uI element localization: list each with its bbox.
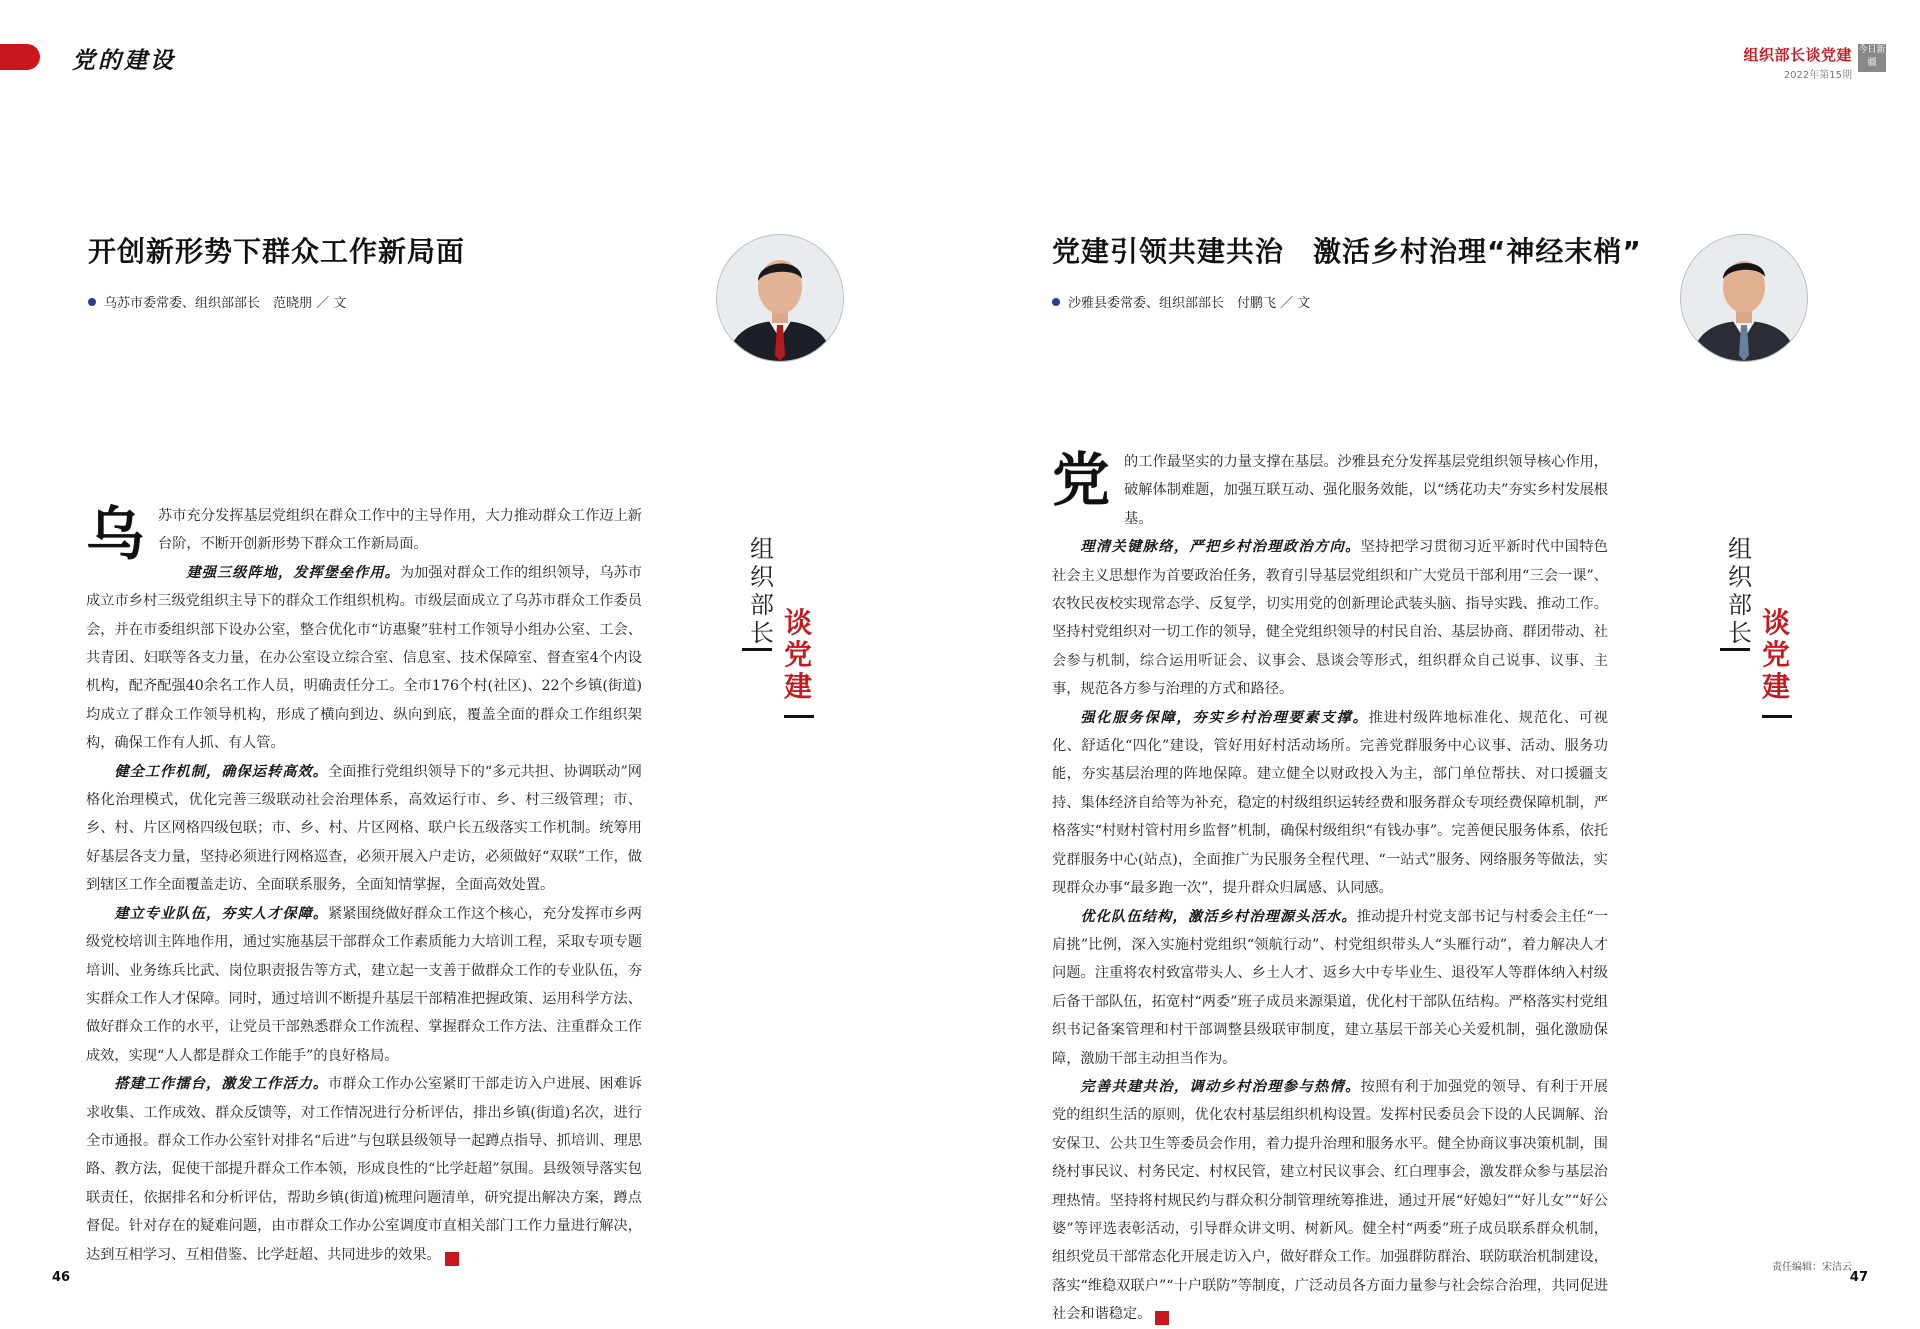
column-label-accent: 谈党建 <box>784 606 813 703</box>
page-right <box>960 0 1920 1324</box>
page-left <box>0 0 960 1307</box>
page-number: 46 <box>52 1270 71 1285</box>
column-label-rule <box>1762 715 1792 718</box>
body-paragraph <box>86 758 642 900</box>
brand-logo-box: 今日新疆 <box>1858 44 1886 72</box>
paragraph-text: 推进村级阵地标准化、规范化、可视化、舒适化“四化”建设，管好用好村活动场所。完善党群服务中心议事、活动、服务功能，夯实基层治理的阵地保障。建立健全以财政投入为主，部门单位帮扶、对口援疆支持、集体经济自给等为补充，稳定的村级组织运转经费和服务群众专项经费保障机制，严格落实“村财村管村用乡监督”机制，确保村级组织“有钱办事”。完善便民服务体系，依托党群服务中心(站点)，全面推广为民服务全程代理、“一站式”服务、网络服务等做法，实现群众办事“最多跑一次”，提升群众归属感、认同感。 <box>1052 709 1608 897</box>
article-title: 党建引领共建共治 激活乡村治理“神经末梢” <box>1052 235 1642 268</box>
column-label-rule <box>784 715 814 718</box>
paragraph-lead: 建立专业队伍，夯实人才保障。 <box>114 905 329 922</box>
paragraph-text: 按照有利于加强党的领导、有利于开展党的组织生活的原则，优化农村基层组织机构设置。发挥村民委员会下设的人民调解、治安保卫、公共卫生等委员会作用，着力提升治理和服务水平。健全协商议事决策机制，围绕村事民议、村务民定、村权民管，建立村民议事会、红白理事会，激发群众参与基层治理热情。坚持将村规民约与群众积分制管理统筹推进，通过开展“好媳妇”“好儿女”“好公婆”等评选表彰活动，引导群众讲文明、树新风。健全村“两委”班子成员联系群众机制，组织党员干部常态化开展走访入户，做好群众工作。加强群防群治、联防联治机制建设，落实“维稳双联户”“十户联防”等制度，广泛动员各方面力量参与社会综合治理，共同促进社会和谐稳定。 <box>1052 1078 1608 1323</box>
column-label-accent: 谈党建 <box>1762 606 1791 703</box>
intro-paragraph <box>86 500 642 568</box>
section-tab-marker <box>0 44 40 70</box>
person-icon <box>1681 235 1807 361</box>
paragraph-text: 市群众工作办公室紧盯干部走访入户进展、困难诉求收集、工作成效、群众反馈等，对工作情况进行分析评估，排出乡镇(街道)名次，进行全市通报。群众工作办公室针对排名“后进”与包联县级领导一起蹲点指导、抓培训、理思路、教方法，促使干部提升群众工作本领，形成良性的“比学赶超”氛围。县级领导落实包联责任，依据排名和分析评估，帮助乡镇(街道)梳理问题清单，研究提出解决方案，蹲点督促。针对存在的疑难问题，由市群众工作办公室调度市直相关部门工作力量进行解决，达到互相学习、互相借鉴、比学赶超、共同进步的效果。 <box>86 1076 642 1263</box>
author-text: 乌苏市委常委、组织部部长 范晓朋 ／ 文 <box>104 296 347 311</box>
drop-cap: 乌 <box>86 500 145 568</box>
article-body <box>1052 448 1608 1329</box>
column-label <box>1728 535 1798 725</box>
column-label <box>750 535 820 725</box>
brand-issue: 2022年第15期 <box>1783 70 1852 81</box>
body-paragraph <box>86 1070 642 1269</box>
end-mark-icon: J <box>445 1252 459 1266</box>
author-portrait <box>1680 234 1808 362</box>
paragraph-lead: 完善共建共治，调动乡村治理参与热情。 <box>1080 1078 1361 1095</box>
body-paragraph <box>1052 704 1608 903</box>
paragraph-lead: 搭建工作擂台，激发工作活力。 <box>114 1076 329 1093</box>
body-paragraph <box>1052 903 1608 1073</box>
drop-cap: 党 <box>1052 446 1111 514</box>
column-label-rule <box>742 648 772 651</box>
article-byline <box>88 292 346 311</box>
paragraph-text: 推动提升村党支部书记与村委会主任“一肩挑”比例，深入实施村党组织“领航行动”、村党组织带头人“头雁行动”，着力解决人才问题。注重将农村致富带头人、乡土人才、返乡大中专毕业生、退役军人等群体纳入村级后备干部队伍，拓宽村“两委”班子成员来源渠道，优化村干部队伍结构。严格落实村党组织书记备案管理和村干部调整县级联审制度，建立基层干部关心关爱机制，强化激励保障，激励干部主动担当作为。 <box>1052 908 1608 1067</box>
body-paragraph <box>1052 533 1608 703</box>
paragraph-lead: 健全工作机制，确保运转高效。 <box>114 763 328 780</box>
end-mark-icon: J <box>1155 1311 1169 1325</box>
page-number: 47 <box>1849 1270 1868 1285</box>
column-label-primary: 组织部长 <box>1728 535 1752 647</box>
article-title: 开创新形势下群众工作新局面 <box>88 235 466 268</box>
magazine-brand <box>1743 44 1852 81</box>
paragraph-lead: 优化队伍结构，激活乡村治理源头活水。 <box>1080 908 1357 925</box>
brand-name: 组织部长谈党建 <box>1743 46 1852 64</box>
section-title: 党的建设 <box>72 47 176 74</box>
bullet-icon <box>1052 298 1060 306</box>
article-byline <box>1052 292 1310 311</box>
paragraph-lead: 强化服务保障，夯实乡村治理要素支撑。 <box>1080 709 1369 726</box>
bullet-icon <box>88 298 96 306</box>
column-label-rule <box>1720 648 1750 651</box>
body-paragraph <box>86 559 642 758</box>
intro-paragraph <box>1052 448 1608 533</box>
paragraph-text: 为加强对群众工作的组织领导，乌苏市成立市乡村三级党组织主导下的群众工作组织机构。市级层面成立了乌苏市群众工作委员会，并在市委组织部下设办公室，整合优化市“访惠聚”驻村工作领导小组办公室、工会、共青团、妇联等各支力量，在办公室设立综合室、信息室、技术保障室、督查室4个内设机构，配齐配强40余名工作人员，明确责任分工。全市176个村(社区)、22个乡镇(街道)均成立了群众工作领导机构，形成了横向到边、纵向到底，覆盖全面的群众工作组织架构，确保工作有人抓、有人管。 <box>86 564 642 752</box>
column-label-primary: 组织部长 <box>750 535 774 647</box>
paragraph-text: 紧紧围绕做好群众工作这个核心，充分发挥市乡两级党校培训主阵地作用，通过实施基层干部群众工作素质能力大培训工程，采取专项专题培训、业务练兵比武、岗位职责报告等方式，建立起一支善于做群众工作的专业队伍，夯实群众工作人才保障。同时，通过培训不断提升基层干部精准把握政策、运用科学方法、做好群众工作的水平，让党员干部熟悉群众工作流程、掌握群众工作方法、注重群众工作成效，实现“人人都是群众工作能手”的良好格局。 <box>86 905 642 1064</box>
intro-text: 苏市充分发挥基层党组织在群众工作中的主导作用，大力推动群众工作迈上新台阶，不断开创新形势下群众工作新局面。 <box>158 508 642 553</box>
author-portrait <box>716 234 844 362</box>
paragraph-text: 坚持把学习贯彻习近平新时代中国特色社会主义思想作为首要政治任务，教育引导基层党组织和广大党员干部利用“三会一课”、农牧民夜校实现常态学、反复学，切实用党的创新理论武装头脑、指导实践、推动工作。坚持村党组织对一切工作的领导，健全党组织领导的村民自治、基层协商、群团带动、社会参与机制，综合运用听证会、议事会、恳谈会等形式，组织群众自己说事、议事、主事，规范各方参与治理的方式和路径。 <box>1052 539 1608 698</box>
paragraph-text: 全面推行党组织领导下的“多元共担、协调联动”网格化治理模式，优化完善三级联动社会治理体系，高效运行市、乡、村三级管理；市、乡、村、片区网格四级包联；市、乡、村、片区网格、联户长五级落实工作机制。统筹用好基层各支力量，坚持必须进行网格巡查，必须开展入户走访，必须做好“双联”工作，做到辖区工作全面覆盖走访、全面联系服务，全面知情掌握，全面高效处置。 <box>86 763 642 894</box>
author-text: 沙雅县委常委、组织部部长 付鹏飞 ／ 文 <box>1068 296 1311 311</box>
intro-text: 的工作最坚实的力量支撑在基层。沙雅县充分发挥基层党组织领导核心作用，破解体制难题，加强互联互动、强化服务效能，以“绣花功夫”夯实乡村发展根基。 <box>1124 454 1608 527</box>
body-paragraph <box>86 900 642 1070</box>
body-paragraph <box>1052 1073 1608 1329</box>
responsible-editor: 责任编辑：宋洁云 <box>1772 1262 1852 1273</box>
person-icon <box>717 235 843 361</box>
paragraph-lead: 建强三级阵地，发挥堡垒作用。 <box>186 564 400 581</box>
paragraph-lead: 理清关键脉络，严把乡村治理政治方向。 <box>1080 539 1361 556</box>
article-body <box>86 502 642 1269</box>
